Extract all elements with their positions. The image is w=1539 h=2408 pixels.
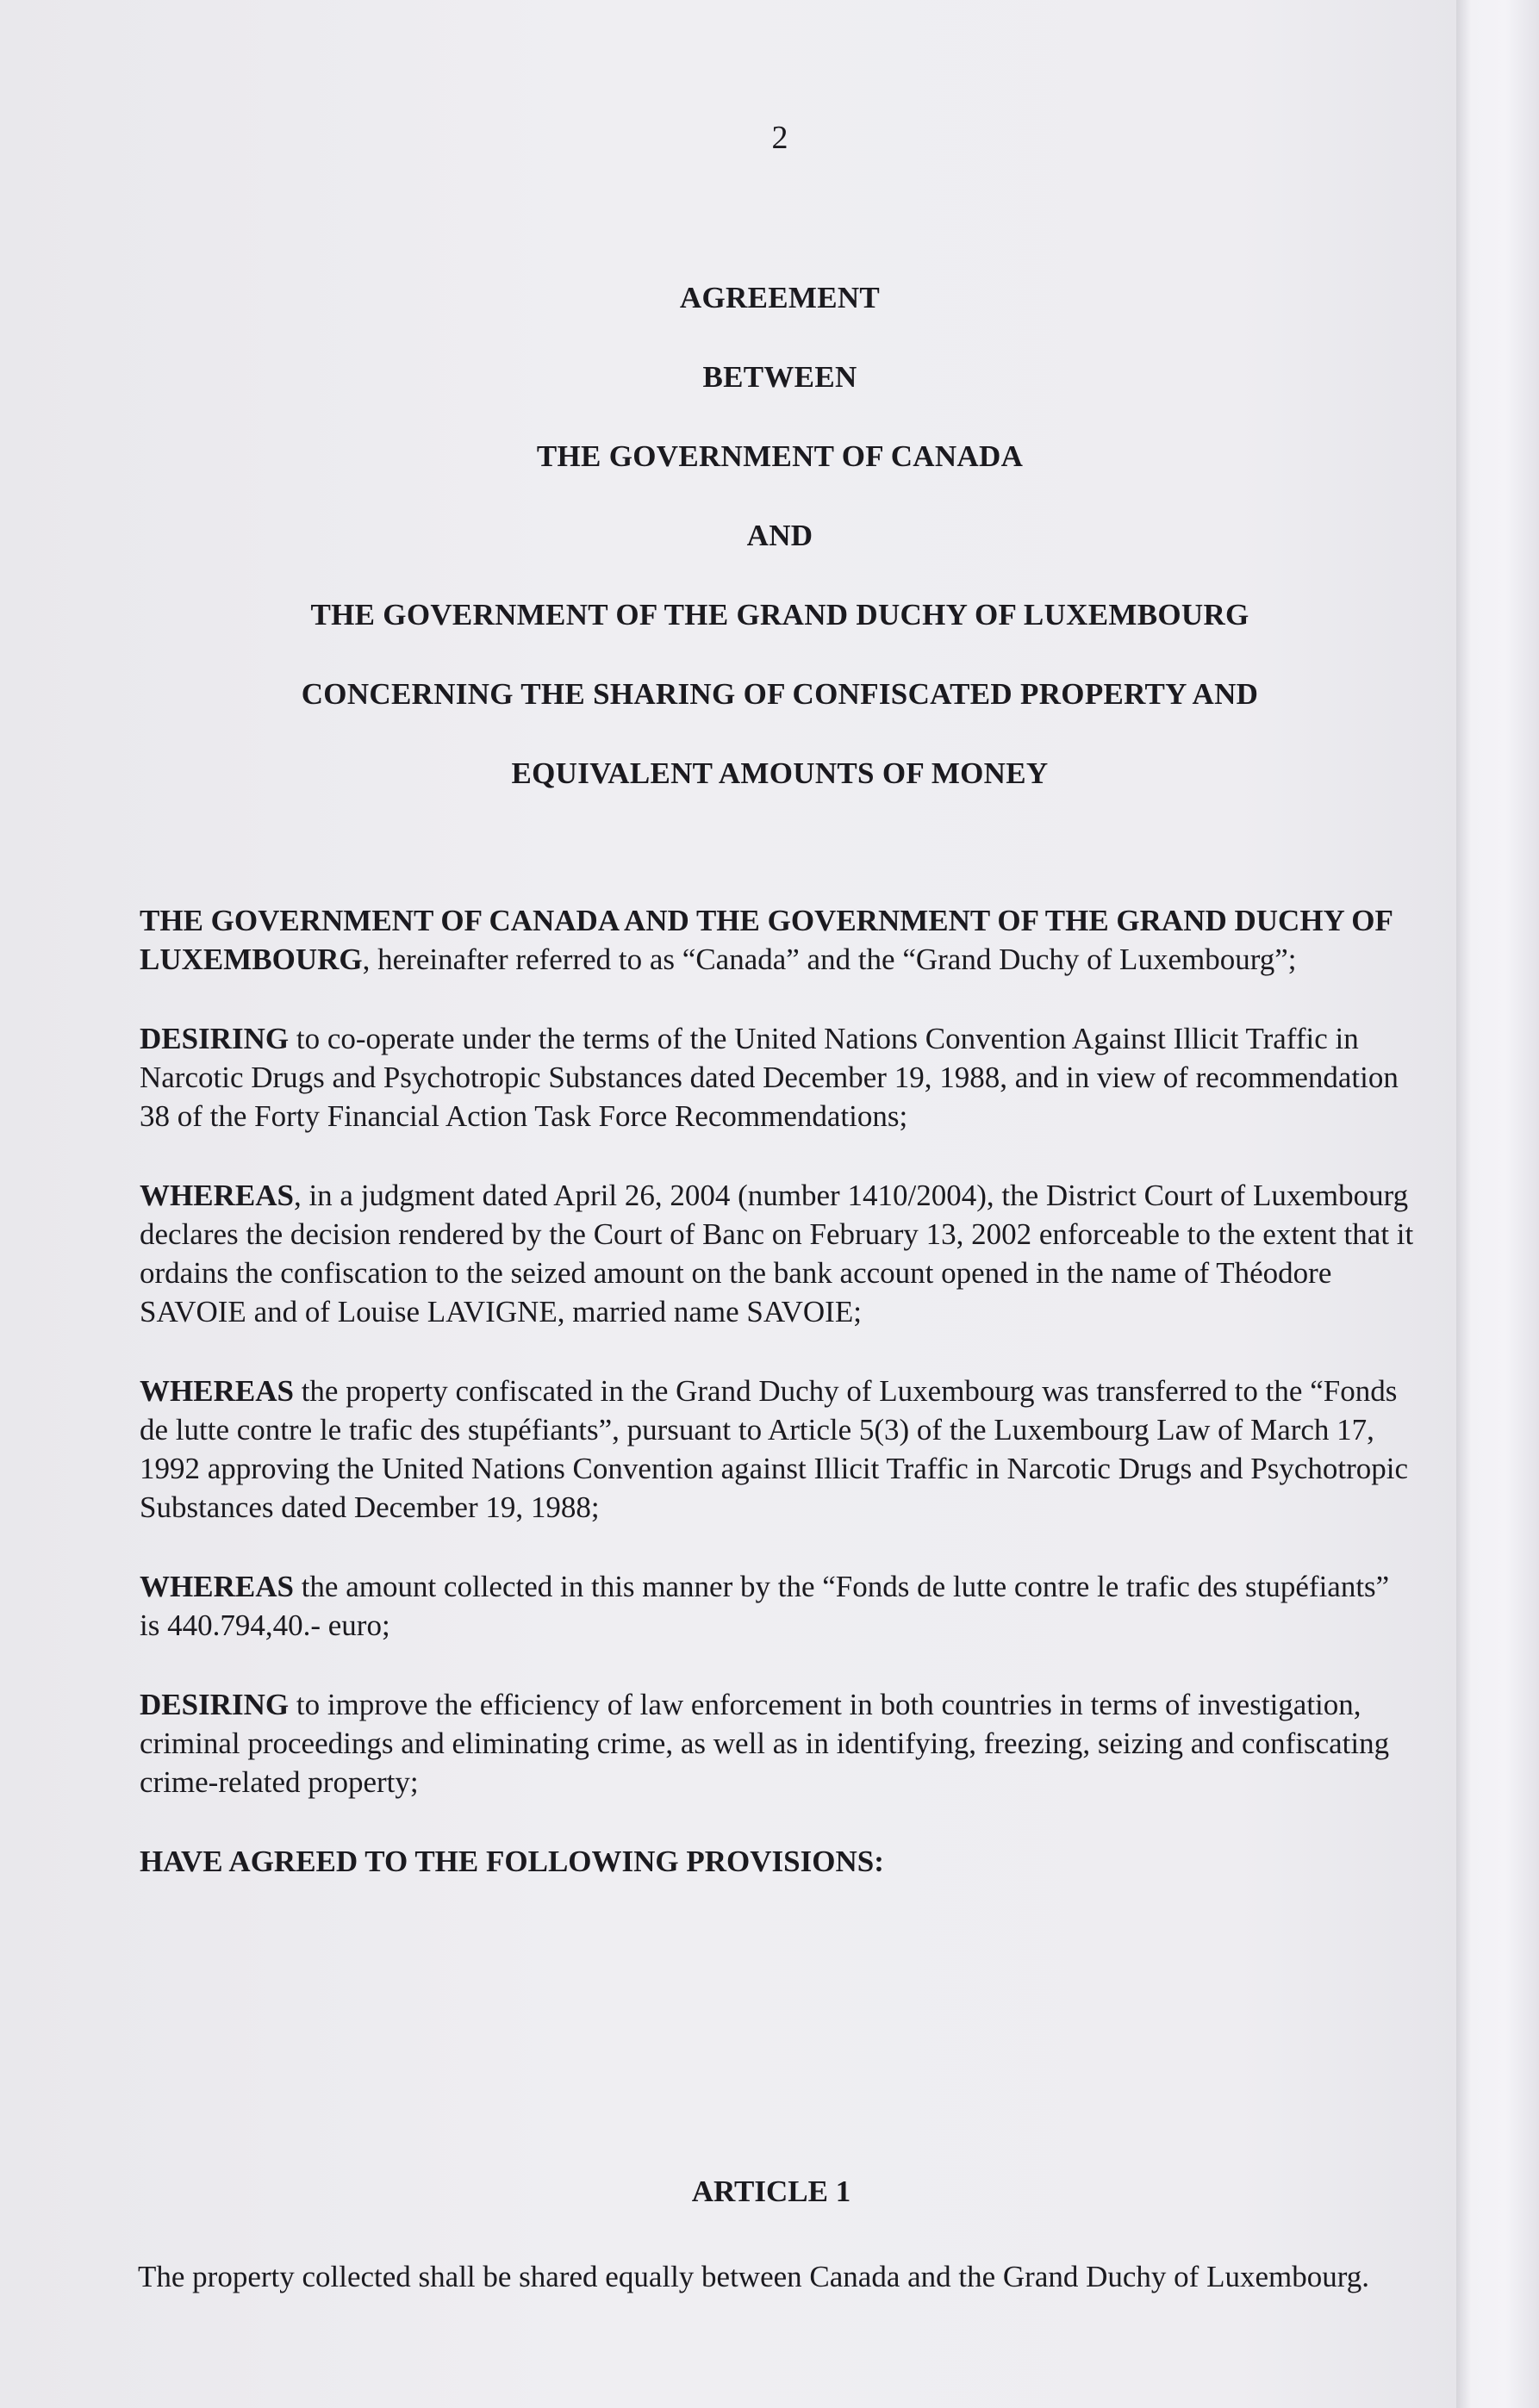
article-1-text: The property collected shall be shared equally between Canada and the Grand Duchy of Luxembourg. [138, 2260, 1369, 2293]
agreed-provisions-heading: HAVE AGREED TO THE FOLLOWING PROVISIONS: [140, 1845, 884, 1878]
preamble [140, 901, 1415, 1921]
paragraph-text: the property confiscated in the Grand Duchy of Luxembourg was transferred to the “Fonds de lutte contre le trafic des stupéfiants”, pursuant to Article 5(3) of the Luxembourg Law of March 17, 1992 approving the United Nations Convention against Illicit Traffic in Narcotic Drugs and Psychotropic Substances dated December 19, 1988; [140, 1374, 1409, 1524]
paragraph-text: to co-operate under the terms of the United Nations Convention Against Illicit Traffic in Narcotic Drugs and Psychotropic Substances dated December 19, 1988, and in view of recommendation 38 of the Forty Financial Action Task Force Recommendations; [140, 1022, 1399, 1133]
paragraph-lead: DESIRING [140, 1022, 290, 1055]
preamble-parties [140, 901, 1415, 979]
title-line-equivalent: EQUIVALENT AMOUNTS OF MONEY [511, 756, 1049, 790]
preamble-desiring-2 [140, 1685, 1415, 1801]
title-line-between: BETWEEN [702, 360, 857, 394]
preamble-desiring-1 [140, 1019, 1415, 1136]
paragraph-lead: DESIRING [140, 1688, 290, 1721]
title-line-luxembourg: THE GOVERNMENT OF THE GRAND DUCHY OF LUXEMBOURG [310, 598, 1249, 632]
preamble-whereas-3 [140, 1567, 1415, 1645]
paragraph-text: , in a judgment dated April 26, 2004 (number 1410/2004), the District Court of Luxembourg declares the decision rendered by the Court of Banc on February 13, 2002 enforceable to the extent that it ordains the confiscation to the seized amount on the bank account opened in the name of Théodore SAVOIE and of Louise LAVIGNE, married name SAVOIE; [140, 1179, 1414, 1328]
paragraph-text: , hereinafter referred to as “Canada” and the “Grand Duchy of Luxembourg”; [362, 943, 1297, 976]
paragraph-text: the amount collected in this manner by the “Fonds de lutte contre le trafic des stupéfiants” is 440.794,40.- euro; [140, 1570, 1390, 1642]
title-line-canada: THE GOVERNMENT OF CANADA [536, 439, 1024, 473]
preamble-whereas-1 [140, 1176, 1415, 1331]
title-line-concerning: CONCERNING THE SHARING OF CONFISCATED PROPERTY AND [301, 677, 1259, 711]
title-line-agreement: AGREEMENT [679, 281, 881, 314]
paragraph-lead: WHEREAS [140, 1570, 294, 1603]
paragraph-text: to improve the efficiency of law enforcement in both countries in terms of investigation, criminal proceedings and eliminating crime, as well as in identifying, freezing, seizing and confiscating crime-related property; [140, 1688, 1390, 1799]
title-line-and: AND [746, 519, 813, 552]
paragraph-lead: THE GOVERNMENT OF CANADA AND THE GOVERNMENT OF THE GRAND DUCHY OF LUXEMBOURG [140, 904, 1393, 976]
paragraph-lead: WHEREAS [140, 1179, 294, 1212]
agreement-title [0, 258, 1539, 813]
preamble-whereas-2 [140, 1372, 1415, 1527]
page-number: 2 [771, 120, 788, 156]
paragraph-lead: WHEREAS [140, 1374, 294, 1408]
article-1-heading: ARTICLE 1 [691, 2175, 851, 2208]
